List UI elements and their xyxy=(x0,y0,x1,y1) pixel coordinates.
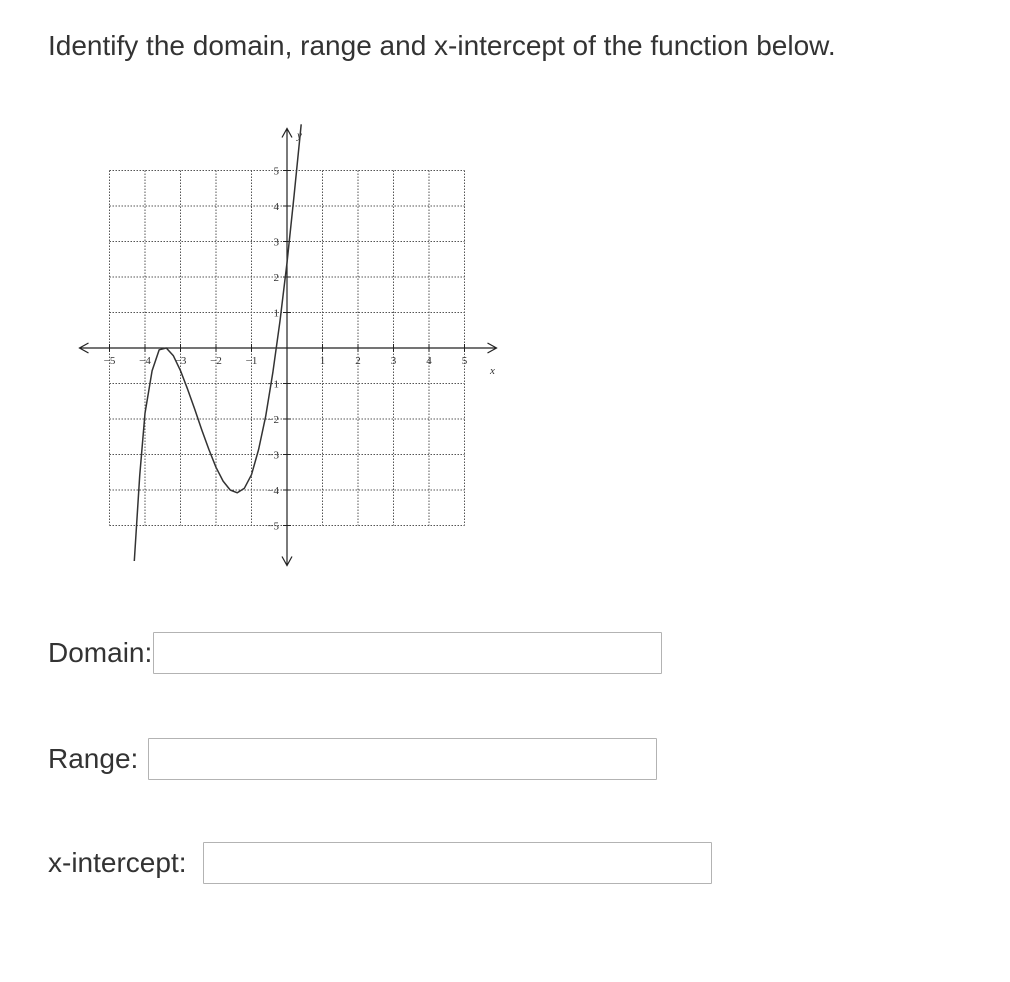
x-tick-label: −5 xyxy=(103,355,116,367)
x-tick-label: 3 xyxy=(390,355,397,367)
y-tick-label: −3 xyxy=(267,449,279,462)
range-input[interactable] xyxy=(148,738,657,780)
x-tick-label: 5 xyxy=(461,355,468,367)
x-tick-label: 1 xyxy=(319,355,326,367)
x-intercept-input[interactable] xyxy=(203,842,712,884)
function-graph xyxy=(72,118,512,578)
y-tick-label: 3 xyxy=(273,236,279,249)
y-tick-label: −5 xyxy=(267,520,279,533)
y-tick-label: 5 xyxy=(273,165,279,178)
axes xyxy=(80,129,497,566)
x-axis-label: x xyxy=(490,365,495,377)
y-tick-label: 2 xyxy=(273,272,279,284)
range-row xyxy=(48,738,657,780)
x-tick-label: −1 xyxy=(245,355,258,367)
x-tick-label: −4 xyxy=(139,355,151,367)
x-intercept-label: x-intercept: xyxy=(48,847,187,878)
question-text: Identify the domain, range and x-intercept of the function below. xyxy=(48,30,836,61)
domain-row xyxy=(48,632,662,674)
x-tick-label: −2 xyxy=(210,355,222,367)
x-tick-label: −3 xyxy=(174,355,187,367)
range-label: Range: xyxy=(48,743,139,774)
domain-label: Domain: xyxy=(48,637,153,668)
x-intercept-row xyxy=(48,842,712,884)
y-tick-label: −2 xyxy=(267,414,279,426)
domain-input[interactable] xyxy=(153,632,662,674)
x-tick-label: 2 xyxy=(355,355,361,367)
y-tick-label: −1 xyxy=(267,378,279,391)
y-tick-label: 4 xyxy=(273,201,279,213)
x-tick-label: 4 xyxy=(426,355,432,367)
y-tick-label: −4 xyxy=(267,485,279,497)
y-axis-label: y xyxy=(297,129,302,142)
y-tick-label: 1 xyxy=(273,307,279,320)
tick-labels xyxy=(104,130,495,533)
